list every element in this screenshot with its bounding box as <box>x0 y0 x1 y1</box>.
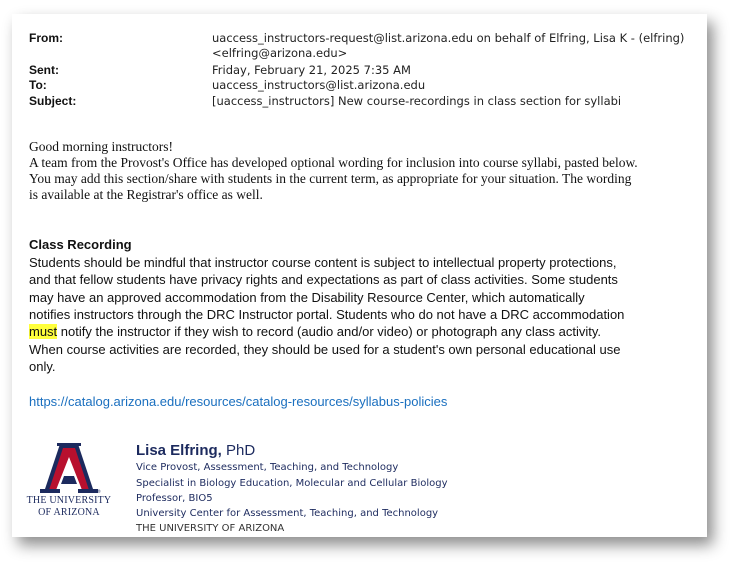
section-line: Students should be mindful that instructor course content is subject to intellectual property protections, <box>29 255 617 270</box>
subject-value: [uaccess_instructors] New course-recordings in class section for syllabi <box>212 94 622 108</box>
subject-label: Subject: <box>29 94 77 108</box>
section-line: and that fellow students have privacy rights and expectations as part of class activities. Some students <box>29 272 618 287</box>
syllabus-policies-link[interactable]: https://catalog.arizona.edu/resources/catalog-resources/syllabus-policies <box>29 394 448 409</box>
logo-text-line2: OF ARIZONA <box>38 507 100 518</box>
signature-line: Vice Provost, Assessment, Teaching, and Technology <box>136 462 399 473</box>
to-label: To: <box>29 78 47 92</box>
sent-label: Sent: <box>29 63 59 77</box>
from-label: From: <box>29 31 63 45</box>
arizona-a-icon <box>24 442 114 494</box>
section-line: notifies instructors through the DRC Instructor portal. Students who do not have a DRC accommodation <box>29 307 625 322</box>
email-page <box>12 14 707 537</box>
highlighted-word: must <box>29 324 58 339</box>
signature-line: University Center for Assessment, Teaching, and Technology <box>136 508 439 519</box>
signature-name-text: Lisa Elfring, <box>136 442 222 459</box>
signature-name <box>136 442 255 459</box>
greeting-line: A team from the Provost's Office has developed optional wording for inclusion into course syllabi, pasted below. <box>29 155 638 170</box>
section-line: only. <box>29 359 56 374</box>
section-title: Class Recording <box>29 237 132 252</box>
signature-university: THE UNIVERSITY OF ARIZONA <box>136 523 285 534</box>
signature-line: Professor, BIO5 <box>136 493 213 504</box>
greeting-line: is available at the Registrar's office as well. <box>29 187 263 202</box>
section-line-rest: notify the instructor if they wish to record (audio and/or video) or photograph any class activity. <box>57 324 602 339</box>
signature-line: Specialist in Biology Education, Molecular and Cellular Biology <box>136 478 448 489</box>
subject-row <box>29 94 76 108</box>
university-logo <box>24 442 114 522</box>
sent-row <box>29 63 59 77</box>
logo-text-line1: THE UNIVERSITY <box>26 495 112 506</box>
greeting-line: You may add this section/share with students in the current term, as appropriate for your situation. The wording <box>29 171 632 186</box>
from-email[interactable]: <elfring@arizona.edu> <box>212 46 348 60</box>
sent-value: Friday, February 21, 2025 7:35 AM <box>212 63 411 77</box>
svg-text:®: ® <box>97 489 101 494</box>
to-row <box>29 78 47 92</box>
section-line: may have an approved accommodation from the Disability Resource Center, which automatically <box>29 290 585 305</box>
from-value[interactable]: uaccess_instructors-request@list.arizona.edu on behalf of Elfring, Lisa K - (elfring) <box>212 31 685 45</box>
to-value[interactable]: uaccess_instructors@list.arizona.edu <box>212 78 426 92</box>
greeting-line: Good morning instructors! <box>29 139 173 154</box>
section-line-highlighted <box>29 324 601 339</box>
from-row <box>29 31 63 45</box>
section-line: When course activities are recorded, they should be used for a student's own personal educational use <box>29 342 621 357</box>
signature-degree: PhD <box>221 442 256 459</box>
